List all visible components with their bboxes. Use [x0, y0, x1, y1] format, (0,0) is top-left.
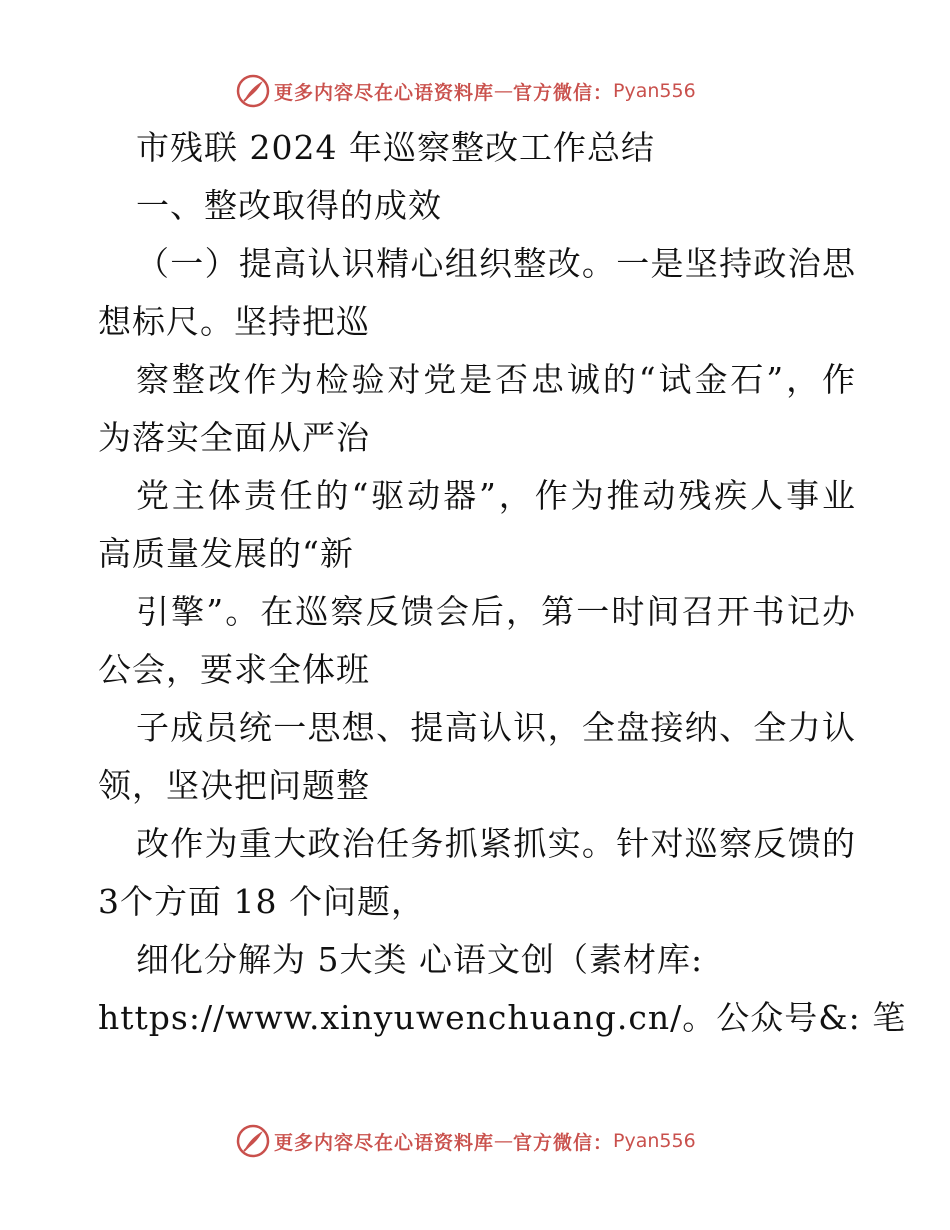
quill-logo-icon: [236, 1124, 270, 1158]
banner-wechat-id: Pyan556: [613, 1130, 696, 1152]
paragraph-line: 子成员统一思想、提高认识，全盘接纳、全力认: [136, 708, 856, 747]
document-title: 市残联 2024 年巡察整改工作总结: [136, 128, 655, 167]
banner-wechat-id: Pyan556: [613, 80, 696, 102]
banner-wechat-label: 官方微信：: [513, 1131, 614, 1154]
banner-dash: —: [494, 80, 514, 102]
paragraph-line: 察整改作为检验对党是否忠诚的“试金石”，作: [136, 360, 856, 399]
banner-wechat-label: 官方微信：: [513, 81, 614, 104]
paragraph-line: 改作为重大政治任务抓紧抓实。针对巡察反馈的: [136, 824, 856, 863]
banner-slogan: 更多内容尽在心语资料库: [274, 81, 495, 104]
section-heading: 一、整改取得的成效: [136, 186, 442, 225]
footer-watermark-banner: [236, 1123, 696, 1159]
paragraph-line: 为落实全面从严治: [98, 418, 370, 457]
quill-logo-icon: [236, 74, 270, 108]
paragraph-line: 想标尺。坚持把巡: [98, 302, 370, 341]
banner-dash: —: [494, 1130, 514, 1152]
paragraph-line: 领，坚决把问题整: [98, 766, 370, 805]
paragraph-line: （一）提高认识精心组织整改。一是坚持政治思: [136, 244, 856, 283]
header-watermark-banner: [236, 73, 696, 109]
paragraph-line: 党主体责任的“驱动器”，作为推动残疾人事业: [136, 476, 856, 515]
url-line: https://www.xinyuwenchuang.cn/。公众号&: 笔: [98, 998, 907, 1037]
paragraph-line: 公会，要求全体班: [98, 650, 370, 689]
paragraph-line: 细化分解为 5大类 心语文创（素材库:: [136, 940, 704, 979]
paragraph-line: 3个方面 18 个问题，: [98, 882, 425, 921]
paragraph-line: 引擎”。在巡察反馈会后，第一时间召开书记办: [136, 592, 856, 631]
banner-slogan: 更多内容尽在心语资料库: [274, 1131, 495, 1154]
paragraph-line: 高质量发展的“新: [98, 534, 354, 573]
